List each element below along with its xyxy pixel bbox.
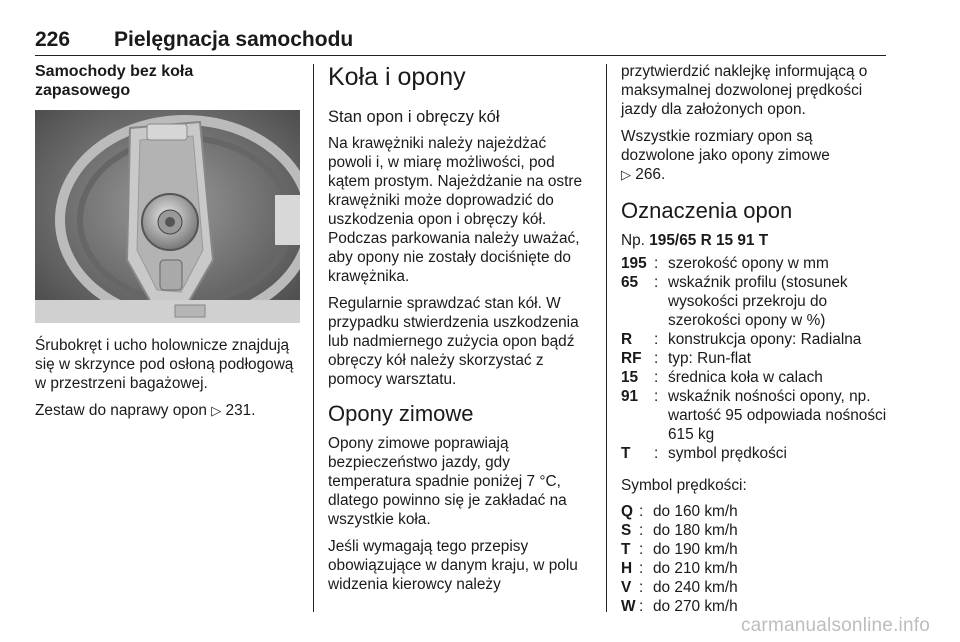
list-item-key: V: [621, 579, 632, 596]
repair-kit-paragraph: [35, 401, 300, 420]
separator: :: [654, 369, 659, 386]
separator: :: [639, 503, 644, 520]
list-item-value: do 270 km/h: [653, 598, 738, 615]
list-item-value: do 210 km/h: [653, 560, 738, 577]
paragraph-winter-1: Opony zimowe poprawiają bezpieczeństwo jazdy, gdy temperatura spadnie poniżej 7 °C, dlatego powinno się je zakładać na wszystkie koła.: [328, 435, 567, 528]
separator: :: [639, 541, 644, 558]
list-item-value: do 190 km/h: [653, 541, 738, 558]
page-title: Pielęgnacja samochodu: [114, 28, 354, 51]
spare-wheel-well-photo: [35, 110, 300, 323]
example-prefix: Np.: [621, 232, 645, 249]
separator: :: [654, 388, 659, 405]
section-title-winter: Opony zimowe: [328, 401, 474, 426]
separator: :: [639, 560, 644, 577]
list-item-key: T: [621, 445, 631, 462]
list-item-value: średnica koła w calach: [668, 369, 823, 386]
column-divider-1: [313, 64, 314, 612]
reference-arrow-icon: ▷: [621, 167, 631, 182]
list-item-value: do 180 km/h: [653, 522, 738, 539]
list-item-key: 15: [621, 369, 639, 386]
paragraph-sizes: [621, 127, 889, 184]
watermark: carmanualsonline.info: [740, 615, 930, 636]
subsection-title-condition: Stan opon i obręczy kół: [328, 108, 500, 126]
list-item-value: do 160 km/h: [653, 503, 738, 520]
list-item-key: S: [621, 522, 632, 539]
page-number: 226: [35, 28, 71, 51]
heading-line-2: zapasowego: [35, 82, 131, 99]
separator: :: [639, 579, 644, 596]
list-item-key: R: [621, 331, 633, 348]
separator: :: [654, 274, 659, 291]
column-middle: [328, 62, 593, 602]
list-item-key: T: [621, 541, 631, 558]
paragraph-inspection: Regularnie sprawdzać stan kół. W przypadku stwierdzenia uszkodzenia lub nadmiernego zużycia opon bądź obręczy kół należy skorzystać z pomocy warsztatu.: [328, 295, 579, 388]
list-item-key: Q: [621, 503, 633, 520]
column-divider-2: [606, 64, 607, 612]
list-item-value: symbol prędkości: [668, 445, 787, 462]
section-title-markings: Oznaczenia opon: [621, 198, 793, 223]
list-item-key: H: [621, 560, 633, 577]
list-item-value: do 240 km/h: [653, 579, 738, 596]
list-item-value: wskaźnik nośności opony, np. wartość 95 odpowiada nośności 615 kg: [668, 388, 887, 443]
page-reference[interactable]: 266.: [635, 166, 666, 183]
separator: :: [654, 445, 659, 462]
paragraph-curbs: Na krawężniki należy najeżdżać powoli i, w miarę możliwości, pod kątem prostym. Najeżdżanie na ostre krawężniki może doprowadzić do uszkodzenia opon i obręczy kół. Podczas parkowania należy uważać, aby opony nie zostały dociśnięte do krawężnika.: [328, 135, 583, 285]
list-item-value: szerokość opony w mm: [668, 255, 829, 272]
list-item-key: 65: [621, 274, 639, 291]
separator: :: [639, 522, 644, 539]
page-reference[interactable]: 231.: [225, 402, 256, 419]
paragraph-winter-2: Jeśli wymagają tego przepisy obowiązujące w danym kraju, w polu widzenia kierowcy należy: [328, 538, 578, 593]
column-right: [621, 62, 889, 624]
example-code: 195/65 R 15 91 T: [649, 232, 769, 249]
list-item-key: 195: [621, 255, 647, 272]
separator: :: [654, 331, 659, 348]
list-item-key: W: [621, 598, 636, 615]
section-heading-no-spare: [35, 62, 300, 100]
list-item-key: RF: [621, 350, 642, 367]
tyre-markings-list: [621, 254, 889, 463]
header-rule: [35, 55, 886, 56]
caption-tools: Śrubokręt i ucho holownicze znajdują się w skrzynce pod osłoną podłogową w przestrzeni bagażowej.: [35, 337, 294, 392]
repair-kit-text: Zestaw do naprawy opon: [35, 402, 207, 419]
separator: :: [654, 255, 659, 272]
list-item-value: konstrukcja opony: Radialna: [668, 331, 862, 348]
sizes-text: Wszystkie rozmiary opon są dozwolone jako opony zimowe: [621, 128, 830, 164]
list-item-key: 91: [621, 388, 639, 405]
example-line: [621, 231, 889, 250]
speed-symbol-list: [621, 502, 889, 616]
separator: :: [654, 350, 659, 367]
reference-arrow-icon: ▷: [211, 403, 222, 418]
paragraph-sticker: przytwierdzić naklejkę informującą o maksymalnej dozwolonej prędkości jazdy dla założonych opon.: [621, 63, 868, 118]
list-item-value: wskaźnik profilu (stosunek wysokości przekroju do szerokości opony w %): [668, 274, 848, 329]
section-title-wheels: Koła i opony: [328, 63, 466, 91]
heading-line-1: Samochody bez koła: [35, 63, 194, 80]
speed-symbol-title: Symbol prędkości:: [621, 477, 747, 494]
list-item-value: typ: Run-flat: [668, 350, 751, 367]
separator: :: [639, 598, 644, 615]
column-left: [35, 62, 300, 428]
